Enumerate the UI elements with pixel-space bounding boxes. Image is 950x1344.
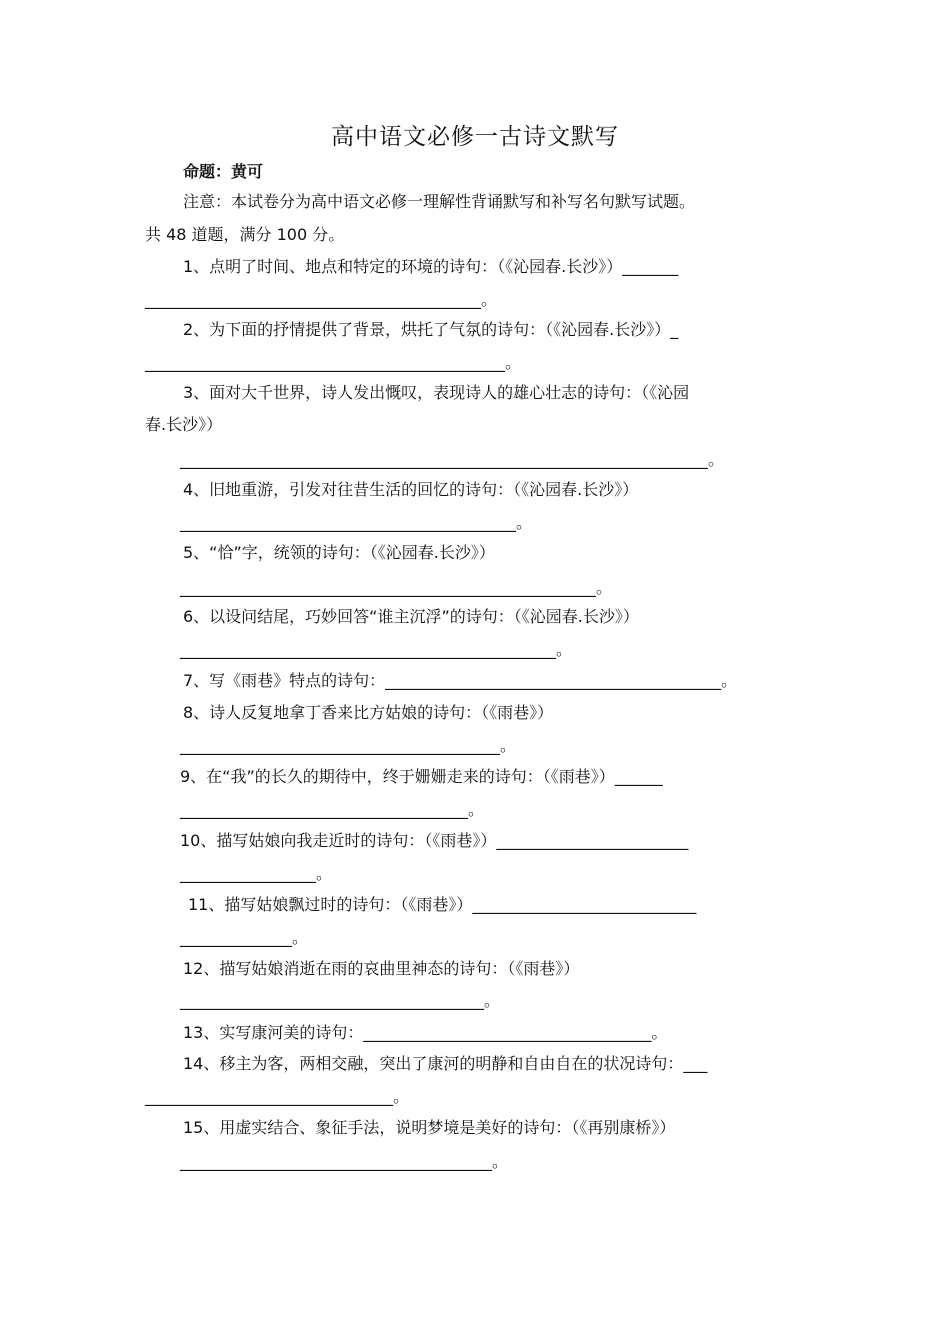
question-14: 14、移主为客，两相交融，突出了康河的明静和自由自在的状况诗句：___ (183, 1054, 708, 1073)
question-15: 15、用虚实结合、象征手法，说明梦境是美好的诗句：（《再别康桥》） (183, 1118, 676, 1137)
question-5-blank: ____________________________________________________。 (180, 578, 613, 597)
question-8: 8、诗人反复地拿丁香来比方姑娘的诗句：（《雨巷》） (183, 703, 554, 722)
question-2: 2、为下面的抒情提供了背景，烘托了气氛的诗句：（《沁园春.长沙》）_ (183, 320, 679, 339)
question-3-blank: __________________________________________________________________。 (180, 450, 724, 469)
notice-line-2: 共 48 道题，满分 100 分。 (145, 225, 345, 244)
question-13: 13、实写康河美的诗句：____________________________________。 (183, 1023, 668, 1042)
page-title: 高中语文必修一古诗文默写 (331, 124, 619, 150)
question-6-blank: _______________________________________________。 (180, 640, 573, 659)
notice-line-1: 注意：本试卷分为高中语文必修一理解性背诵默写和补写名句默写试题。 (183, 192, 696, 211)
question-9: 9、在“我”的长久的期待中，终于姗姗走来的诗句：（《雨巷》）______ (180, 767, 663, 786)
question-4-blank: __________________________________________。 (180, 513, 533, 532)
question-1-blank: __________________________________________。 (145, 290, 498, 309)
question-8-blank: ________________________________________。 (180, 736, 517, 755)
question-14-blank: _______________________________。 (145, 1087, 410, 1106)
question-3-cont: 春.长沙》） (145, 415, 223, 434)
question-4: 4、旧地重游，引发对往昔生活的回忆的诗句：（《沁园春.长沙》） (183, 480, 639, 499)
question-10-blank: _________________。 (180, 864, 333, 883)
question-11: 11、描写姑娘飘过时的诗句：（《雨巷》）____________________________ (188, 895, 697, 914)
question-7: 7、写《雨巷》特点的诗句：__________________________________________。 (183, 671, 738, 690)
question-12-blank: ______________________________________。 (180, 991, 501, 1010)
author-line: 命题：黄可 (183, 162, 264, 181)
question-2-blank: _____________________________________________。 (145, 353, 522, 372)
question-15-blank: _______________________________________。 (180, 1152, 509, 1171)
question-3: 3、面对大千世界，诗人发出慨叹，表现诗人的雄心壮志的诗句：（《沁园 (183, 383, 690, 402)
question-6: 6、以设问结尾，巧妙回答“谁主沉浮”的诗句：（《沁园春.长沙》） (183, 607, 639, 626)
question-1: 1、点明了时间、地点和特定的环境的诗句：（《沁园春.长沙》）_______ (183, 257, 679, 276)
question-5: 5、“恰”字，统领的诗句：（《沁园春.长沙》） (183, 543, 495, 562)
question-9-blank: ____________________________________。 (180, 800, 485, 819)
question-10: 10、描写姑娘向我走近时的诗句：（《雨巷》）________________________ (180, 831, 689, 850)
question-12: 12、描写姑娘消逝在雨的哀曲里神态的诗句：（《雨巷》） (183, 959, 580, 978)
question-11-blank: ______________。 (180, 928, 309, 947)
